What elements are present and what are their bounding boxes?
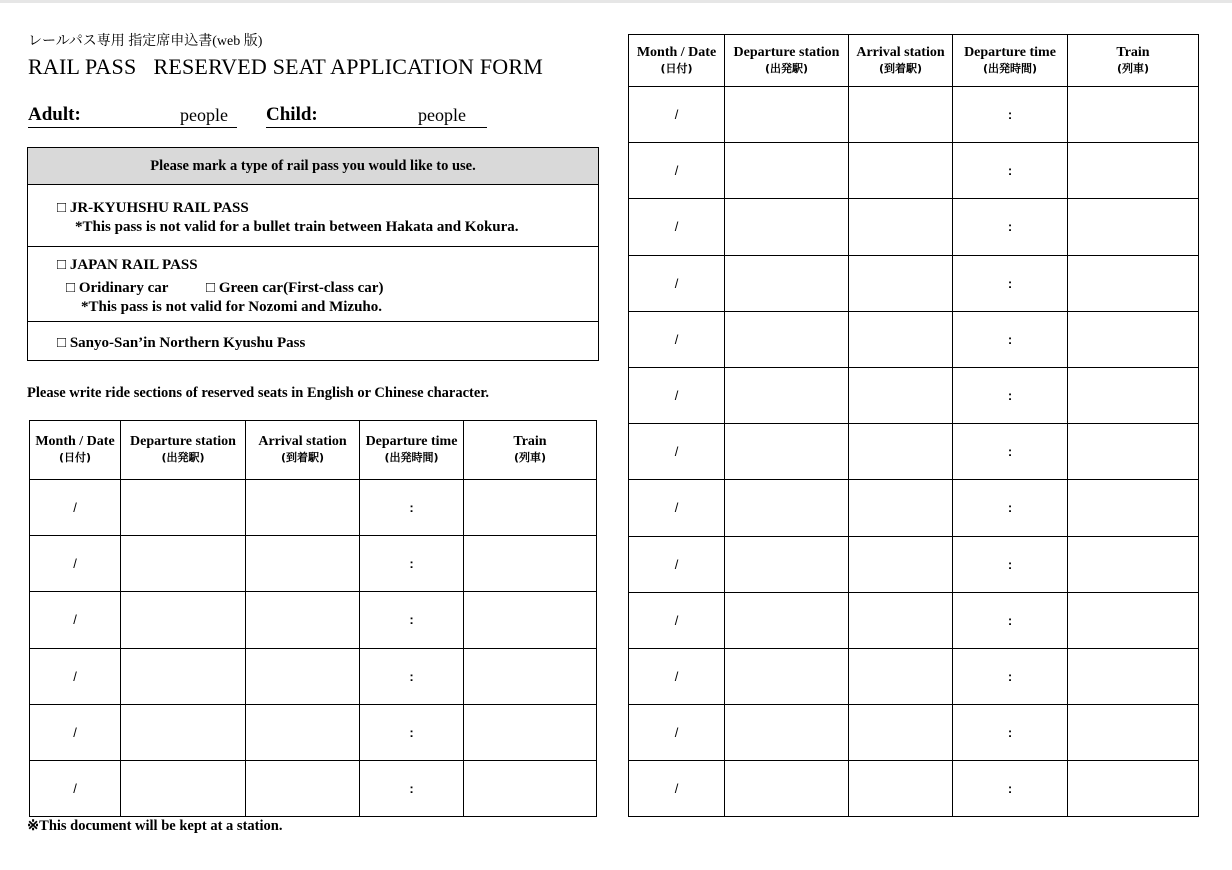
month-date-cell[interactable]: /: [629, 143, 725, 199]
arrival-station-cell[interactable]: [849, 424, 953, 480]
departure-time-cell[interactable]: :: [953, 367, 1068, 423]
ordinary-car-label: Oridinary car: [78, 280, 169, 296]
departure-time-cell[interactable]: :: [360, 760, 464, 816]
table-row: [629, 705, 1199, 761]
train-cell[interactable]: [1068, 255, 1199, 311]
header-label-jp: (到着駅): [280, 451, 325, 464]
header-label-jp: (列車): [513, 451, 547, 464]
departure-time-cell[interactable]: :: [953, 143, 1068, 199]
header-label: Arrival station: [856, 44, 945, 60]
checkbox-kyushu[interactable]: □: [57, 200, 67, 216]
green-car-label: Green car(First-class car): [218, 280, 384, 296]
table-row: [30, 592, 597, 648]
train-cell[interactable]: [1068, 424, 1199, 480]
departure-station-cell[interactable]: [121, 704, 246, 760]
arrival-station-cell[interactable]: [849, 761, 953, 817]
arrival-station-cell[interactable]: [849, 367, 953, 423]
arrival-station-cell[interactable]: [849, 480, 953, 536]
table-row: [629, 255, 1199, 311]
departure-station-cell[interactable]: [121, 592, 246, 648]
arrival-station-cell[interactable]: [246, 704, 360, 760]
train-cell[interactable]: [464, 592, 597, 648]
departure-time-cell[interactable]: :: [953, 255, 1068, 311]
header-label-jp: (出発駅): [161, 451, 205, 464]
month-date-cell[interactable]: /: [629, 705, 725, 761]
departure-time-cell[interactable]: :: [360, 648, 464, 704]
month-date-cell[interactable]: /: [629, 367, 725, 423]
header-label-jp: (出発時間): [384, 451, 439, 464]
departure-time-cell[interactable]: :: [953, 592, 1068, 648]
departure-station-cell[interactable]: [725, 143, 849, 199]
header-train: [464, 421, 597, 480]
arrival-station-cell[interactable]: [849, 705, 953, 761]
train-cell[interactable]: [1068, 536, 1199, 592]
table-row: [629, 536, 1199, 592]
month-date-cell[interactable]: /: [629, 311, 725, 367]
month-date-cell[interactable]: /: [629, 199, 725, 255]
header-arrival-station: [849, 35, 953, 87]
arrival-station-cell[interactable]: [849, 592, 953, 648]
adult-count-field[interactable]: [28, 127, 237, 128]
train-cell[interactable]: [1068, 87, 1199, 143]
train-cell[interactable]: [464, 536, 597, 592]
option-japan-pass[interactable]: [57, 257, 198, 274]
arrival-station-cell[interactable]: [849, 311, 953, 367]
departure-station-cell[interactable]: [121, 536, 246, 592]
child-count-field[interactable]: [266, 127, 487, 128]
departure-time-cell[interactable]: :: [360, 480, 464, 536]
train-cell[interactable]: [464, 648, 597, 704]
header-departure-station: [121, 421, 246, 480]
header-label: Train: [513, 434, 547, 449]
arrival-station-cell[interactable]: [246, 480, 360, 536]
departure-station-cell[interactable]: [725, 424, 849, 480]
sanyo-pass-label: Sanyo-San’in Northern Kyushu Pass: [69, 335, 306, 351]
month-date-cell[interactable]: /: [629, 480, 725, 536]
kyushu-pass-label: JR-KYUHSHU RAIL PASS: [69, 200, 249, 216]
departure-station-cell[interactable]: [121, 480, 246, 536]
table-row: [629, 480, 1199, 536]
table-row: [30, 536, 597, 592]
month-date-cell[interactable]: /: [629, 648, 725, 704]
table-row: [30, 760, 597, 816]
departure-station-cell[interactable]: [725, 705, 849, 761]
table-row: [30, 704, 597, 760]
header-label-jp: (日付): [58, 451, 92, 464]
train-cell[interactable]: [1068, 367, 1199, 423]
table-row: [629, 761, 1199, 817]
divider: [28, 321, 598, 322]
train-cell[interactable]: [1068, 143, 1199, 199]
header-label-jp: (出発駅): [764, 61, 809, 75]
header-train: [1068, 35, 1199, 87]
table-row: [629, 143, 1199, 199]
month-date-cell[interactable]: /: [629, 536, 725, 592]
header-month-date: [30, 421, 121, 480]
train-cell[interactable]: [464, 704, 597, 760]
departure-station-cell[interactable]: [121, 760, 246, 816]
checkbox-japan[interactable]: □: [57, 257, 67, 273]
checkbox-sanyo[interactable]: □: [57, 335, 67, 351]
child-unit: people: [418, 105, 466, 125]
table-row: [629, 424, 1199, 480]
header-label: Departure station: [733, 44, 840, 60]
train-cell[interactable]: [1068, 592, 1199, 648]
arrival-station-cell[interactable]: [246, 536, 360, 592]
month-date-cell[interactable]: /: [629, 424, 725, 480]
arrival-station-cell[interactable]: [849, 143, 953, 199]
option-kyushu-pass[interactable]: [57, 200, 249, 217]
kyushu-pass-note: *This pass is not valid for a bullet train between Hakata and Kokura.: [75, 219, 519, 235]
divider: [28, 246, 598, 247]
header-departure-time: [360, 421, 464, 480]
top-border: [0, 0, 1232, 3]
departure-station-cell[interactable]: [725, 536, 849, 592]
train-cell[interactable]: [1068, 761, 1199, 817]
departure-station-cell[interactable]: [121, 648, 246, 704]
form-subtitle-jp: レールパス専用 指定席申込書(web 版): [28, 34, 263, 49]
departure-station-cell[interactable]: [725, 311, 849, 367]
header-label: Departure time: [365, 434, 458, 449]
header-label: Month / Date: [35, 434, 115, 449]
departure-time-cell[interactable]: :: [953, 480, 1068, 536]
month-date-cell[interactable]: /: [30, 760, 121, 816]
departure-time-cell[interactable]: :: [953, 536, 1068, 592]
departure-time-cell[interactable]: :: [360, 704, 464, 760]
departure-time-cell[interactable]: :: [953, 199, 1068, 255]
arrival-station-cell[interactable]: [849, 199, 953, 255]
departure-station-cell[interactable]: [725, 87, 849, 143]
arrival-station-cell[interactable]: [246, 760, 360, 816]
reservation-table-right: [628, 34, 1199, 817]
form-title: RAIL PASS RESERVED SEAT APPLICATION FORM: [28, 54, 543, 79]
pass-box-heading: Please mark a type of rail pass you would like to use.: [28, 148, 598, 185]
table-row: [30, 480, 597, 536]
child-label: Child:: [266, 104, 318, 125]
table-header-row: [30, 421, 597, 480]
arrival-station-cell[interactable]: [246, 592, 360, 648]
header-label: Departure time: [964, 44, 1056, 60]
header-arrival-station: [246, 421, 360, 480]
arrival-station-cell[interactable]: [849, 255, 953, 311]
train-cell[interactable]: [1068, 199, 1199, 255]
departure-time-cell[interactable]: :: [953, 87, 1068, 143]
passenger-counts: [28, 104, 488, 128]
rail-pass-selection-box: [27, 147, 599, 361]
table-row: [30, 648, 597, 704]
header-label-jp: (列車): [1116, 61, 1150, 75]
train-cell[interactable]: [1068, 480, 1199, 536]
checkbox-ordinary[interactable]: □: [66, 280, 76, 296]
departure-station-cell[interactable]: [725, 648, 849, 704]
departure-time-cell[interactable]: :: [953, 648, 1068, 704]
departure-time-cell[interactable]: :: [953, 705, 1068, 761]
departure-time-cell[interactable]: :: [360, 536, 464, 592]
header-label-jp: (出発時間): [982, 61, 1038, 75]
departure-station-cell[interactable]: [725, 367, 849, 423]
option-sanyo-pass[interactable]: [57, 335, 305, 352]
table-row: [629, 592, 1199, 648]
arrival-station-cell[interactable]: [849, 87, 953, 143]
header-month-date: [629, 35, 725, 87]
month-date-cell[interactable]: /: [30, 648, 121, 704]
arrival-station-cell[interactable]: [849, 536, 953, 592]
departure-time-cell[interactable]: :: [953, 311, 1068, 367]
japan-pass-label: JAPAN RAIL PASS: [69, 257, 198, 273]
train-cell[interactable]: [1068, 648, 1199, 704]
departure-time-cell[interactable]: :: [360, 592, 464, 648]
departure-station-cell[interactable]: [725, 592, 849, 648]
table-row: [629, 87, 1199, 143]
table-header-row: [629, 35, 1199, 87]
departure-time-cell[interactable]: :: [953, 424, 1068, 480]
departure-station-cell[interactable]: [725, 480, 849, 536]
train-cell[interactable]: [464, 480, 597, 536]
instructions: Please write ride sections of reserved seats in English or Chinese character.: [27, 385, 490, 401]
table-row: [629, 311, 1199, 367]
month-date-cell[interactable]: /: [30, 704, 121, 760]
header-departure-time: [953, 35, 1068, 87]
train-cell[interactable]: [1068, 311, 1199, 367]
header-label: Month / Date: [636, 44, 717, 60]
month-date-cell[interactable]: /: [629, 592, 725, 648]
header-label: Arrival station: [258, 434, 347, 449]
header-label-jp: (到着駅): [878, 61, 923, 75]
train-cell[interactable]: [1068, 705, 1199, 761]
departure-station-cell[interactable]: [725, 199, 849, 255]
footer-note: ※This document will be kept at a station.: [27, 818, 283, 834]
japan-pass-note: *This pass is not valid for Nozomi and Mizuho.: [81, 299, 383, 315]
table-row: [629, 648, 1199, 704]
table-row: [629, 367, 1199, 423]
month-date-cell[interactable]: /: [629, 761, 725, 817]
departure-station-cell[interactable]: [725, 255, 849, 311]
month-date-cell[interactable]: /: [30, 592, 121, 648]
header-label: Train: [1116, 44, 1150, 60]
month-date-cell[interactable]: /: [629, 255, 725, 311]
header-departure-station: [725, 35, 849, 87]
option-ordinary-car[interactable]: [66, 280, 168, 297]
checkbox-green[interactable]: □: [206, 280, 216, 296]
header-label-jp: (日付): [660, 61, 693, 75]
header-label: Departure station: [130, 434, 236, 449]
arrival-station-cell[interactable]: [849, 648, 953, 704]
option-green-car[interactable]: [206, 280, 383, 297]
month-date-cell[interactable]: /: [30, 480, 121, 536]
month-date-cell[interactable]: /: [30, 536, 121, 592]
departure-time-cell[interactable]: :: [953, 761, 1068, 817]
adult-unit: people: [180, 105, 228, 125]
adult-label: Adult:: [28, 104, 81, 125]
table-row: [629, 199, 1199, 255]
reservation-table-left: [29, 420, 597, 817]
month-date-cell[interactable]: /: [629, 87, 725, 143]
train-cell[interactable]: [464, 760, 597, 816]
departure-station-cell[interactable]: [725, 761, 849, 817]
arrival-station-cell[interactable]: [246, 648, 360, 704]
